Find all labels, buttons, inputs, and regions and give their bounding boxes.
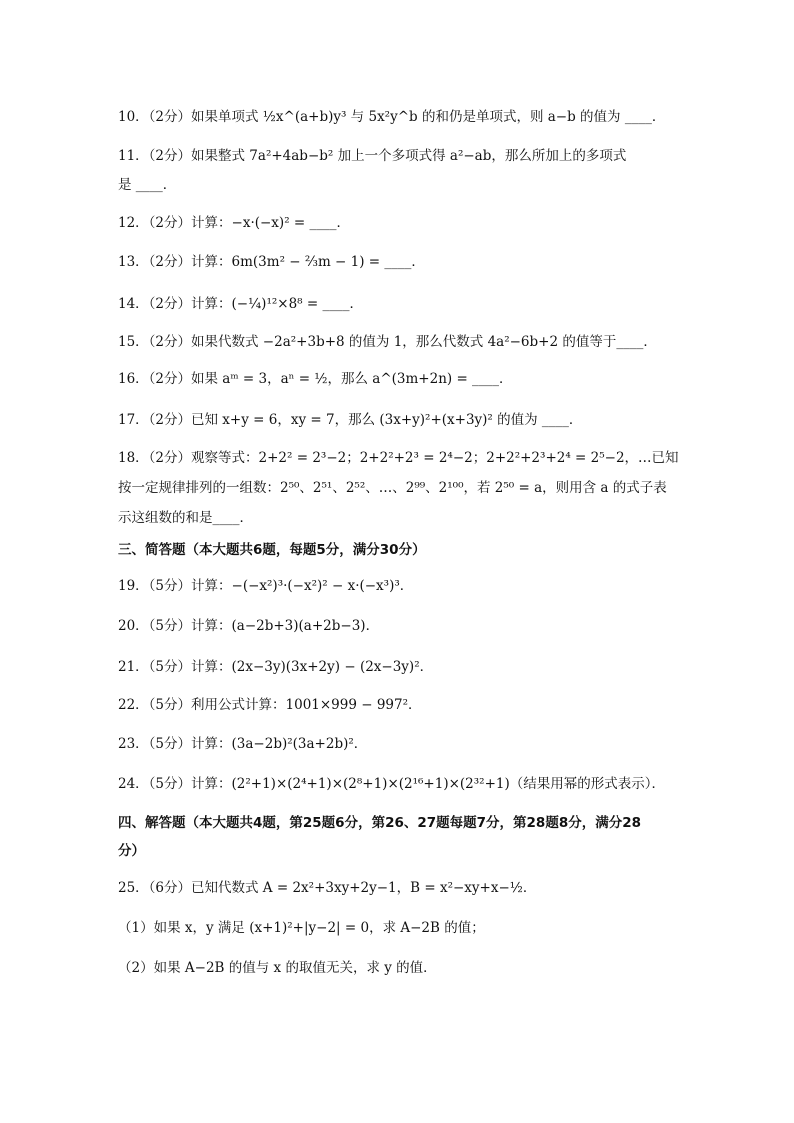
question-25-part-2: （2）如果 A−2B 的值与 x 的取值无关，求 y 的值． (118, 960, 437, 976)
question-20: 20．（5分）计算：(a−2b+3)(a+2b−3)． (118, 618, 380, 634)
section-4-heading: 四、解答题（本大题共4题，第25题6分，第26、27题每题7分，第28题8分，满分28 (118, 815, 642, 831)
section-4-heading-cont: 分） (118, 843, 145, 859)
question-23: 23．（5分）计算：(3a−2b)²(3a+2b)²． (118, 736, 368, 752)
question-18-cont-2: 示这组数的和是____． (118, 510, 253, 526)
section-3-heading: 三、简答题（本大题共6题，每题5分，满分30分） (118, 542, 426, 558)
question-11-cont: 是 ____． (118, 177, 177, 193)
question-18-cont-1: 按一定规律排列的一组数：2⁵⁰、2⁵¹、2⁵²、…、2⁹⁹、2¹⁰⁰，若 2⁵⁰ = a，则用含 a 的式子表 (118, 480, 667, 496)
question-19: 19．（5分）计算：−(−x²)³·(−x²)² − x·(−x³)³． (118, 578, 414, 594)
question-12: 12．（2分）计算：−x·(−x)² = ____． (118, 215, 350, 231)
question-17: 17．（2分）已知 x+y = 6，xy = 7，那么 (3x+y)²+(x+3y)² 的值为 ____． (118, 412, 583, 428)
question-18: 18．（2分）观察等式：2+2² = 2³−2；2+2²+2³ = 2⁴−2；2+2²+2³+2⁴ = 2⁵−2，…已知 (118, 450, 679, 466)
question-22: 22．（5分）利用公式计算：1001×999 − 997²． (118, 697, 422, 713)
question-11: 11．（2分）如果整式 7a²+4ab−b² 加上一个多项式得 a²−ab，那么所加上的多项式 (118, 148, 627, 164)
question-24: 24．（5分）计算：(2²+1)×(2⁴+1)×(2⁸+1)×(2¹⁶+1)×(2³²+1)（结果用幂的形式表示）． (118, 776, 666, 792)
question-13: 13．（2分）计算：6m(3m² − ⅔m − 1) = ____． (118, 254, 425, 270)
question-16: 16．（2分）如果 aᵐ = 3，aⁿ = ½，那么 a^(3m+2n) = ____． (118, 371, 513, 387)
question-14: 14．（2分）计算：(−¼)¹²×8⁸ = ____． (118, 296, 363, 312)
question-10: 10．（2分）如果单项式 ½x^(a+b)y³ 与 5x²y^b 的和仍是单项式，则 a−b 的值为 ____． (118, 109, 666, 125)
question-21: 21．（5分）计算：(2x−3y)(3x+2y) − (2x−3y)²． (118, 659, 434, 675)
question-25-part-1: （1）如果 x，y 满足 (x+1)²+|y−2| = 0，求 A−2B 的值； (118, 920, 485, 936)
question-15: 15．（2分）如果代数式 −2a²+3b+8 的值为 1，那么代数式 4a²−6b+2 的值等于____． (118, 334, 657, 350)
question-25: 25．（6分）已知代数式 A = 2x²+3xy+2y−1，B = x²−xy+x−½． (118, 880, 537, 896)
